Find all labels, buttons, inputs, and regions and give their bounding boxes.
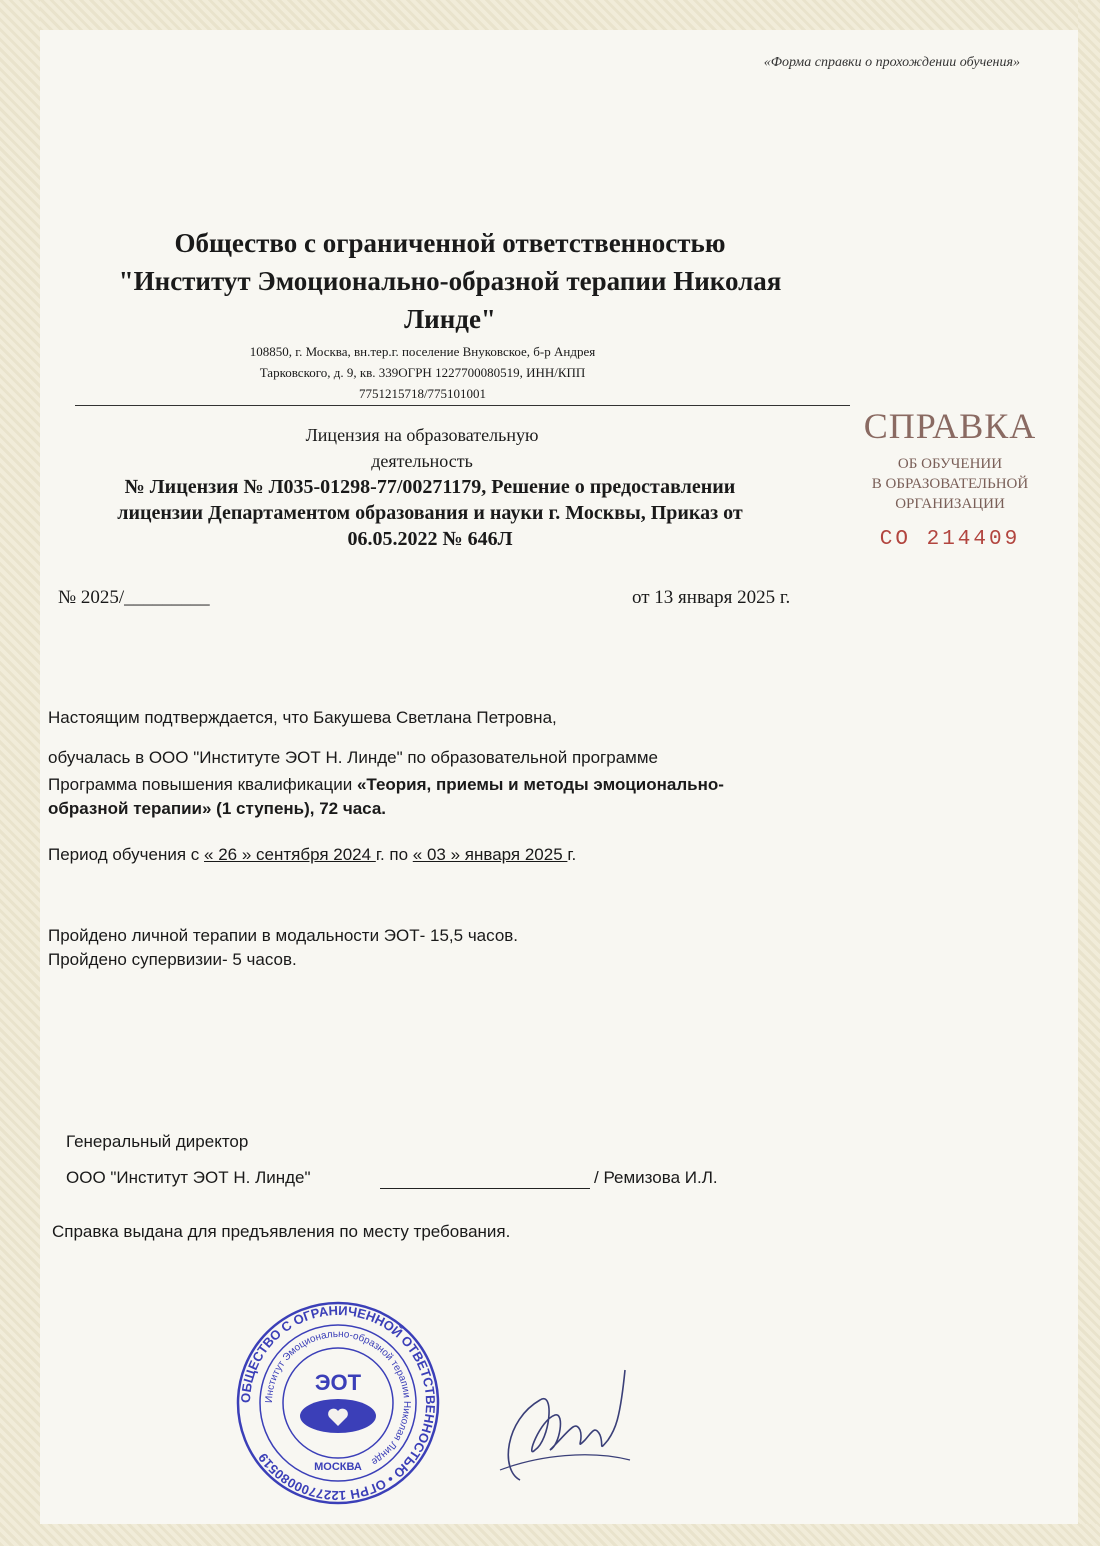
period-prefix: Период обучения с: [48, 845, 205, 864]
program-text: [48, 773, 808, 821]
stamp-inner-text: Институт Эмоционально-образной терапии Николая Линде: [263, 1328, 413, 1468]
blank-form-sub-line: ОБ ОБУЧЕНИИ: [897, 456, 1003, 472]
license-title-line: Лицензия на образовательную: [305, 425, 539, 445]
document-number: № 2025/_________: [58, 587, 210, 608]
therapy-hours: [48, 924, 518, 972]
period-mid: г. по: [375, 845, 413, 864]
blank-form-serial: СО 214409: [879, 528, 1021, 551]
blank-form-sub-line: В ОБРАЗОВАТЕЛЬНОЙ: [871, 476, 1029, 492]
license-line: № Лицензия № Л035-01298-77/00271179, Решение о предоставлении: [124, 476, 736, 498]
signature-line: [380, 1188, 590, 1189]
blank-form-sub-line: ОРГАНИЗАЦИИ: [895, 496, 1005, 512]
license-line: лицензии Департаментом образования и науки г. Москвы, Приказ от: [117, 502, 743, 524]
period-end: « 03 » января 2025: [412, 845, 568, 864]
address-line: Тарковского, д. 9, кв. 339ОГРН 1227700080519, ИНН/КПП: [259, 365, 586, 380]
blank-form-title: СПРАВКА: [863, 406, 1037, 446]
guilloche-border-bottom: [0, 1524, 1100, 1546]
study-period: [48, 845, 576, 865]
svg-text:Институт Эмоционально-образной: [264, 1329, 412, 1467]
director-title: Генеральный директор: [66, 1132, 249, 1151]
blank-form-subtitle: [850, 454, 1050, 514]
period-start: « 26 » сентября 2024: [204, 845, 376, 864]
organization-stamp: [233, 1298, 443, 1508]
program-prefix: Программа повышения квалификации: [48, 775, 357, 794]
document-date: от 13 января 2025 г.: [632, 587, 791, 608]
org-name-line: Общество с ограниченной ответственностью: [174, 228, 726, 258]
program-name: образной терапии» (1 ступень), 72 часа.: [48, 799, 387, 818]
license-details: [60, 474, 800, 552]
director-organization: ООО "Институт ЭОТ Н. Линде": [66, 1168, 311, 1187]
studied-text: обучалась в ООО "Институте ЭОТ Н. Линде" по образовательной программе: [48, 748, 658, 767]
guilloche-border-top: [0, 0, 1100, 30]
stamp-center-text: ЭОТ: [314, 1370, 362, 1395]
organization-name: [60, 224, 840, 338]
form-note: «Форма справки о прохождении обучения»: [763, 55, 1020, 70]
therapy-line: Пройдено личной терапии в модальности ЭОТ- 15,5 часов.: [48, 926, 519, 945]
license-title-line: деятельность: [371, 451, 473, 471]
stamp-outer-text: ОБЩЕСТВО С ОГРАНИЧЕННОЙ ОТВЕТСТВЕННОСТЬЮ • ОГРН 1227700080519: [237, 1302, 439, 1504]
handwritten-signature: [480, 1360, 640, 1500]
guilloche-border-right: [1078, 0, 1100, 1546]
issued-note: Справка выдана для предъявления по месту требования.: [52, 1222, 511, 1241]
guilloche-border-left: [0, 0, 40, 1546]
license-line: 06.05.2022 № 646Л: [347, 528, 513, 550]
address-line: 7751215718/775101001: [358, 386, 487, 401]
organization-address: [150, 341, 695, 404]
header-divider: [75, 405, 850, 406]
address-line: 108850, г. Москва, вн.тер.г. поселение Внуковское, б-р Андрея: [249, 344, 596, 359]
period-suffix: г.: [567, 845, 577, 864]
org-name-line: "Институт Эмоционально-образной терапии Николая: [118, 266, 782, 296]
stamp-city: МОСКВА: [314, 1461, 362, 1473]
program-name: «Теория, приемы и методы эмоционально-: [356, 775, 724, 794]
org-name-line: Линде": [404, 304, 496, 334]
confirmation-text: Настоящим подтверждается, что Бакушева Светлана Петровна,: [48, 708, 557, 727]
director-name: / Ремизова И.Л.: [594, 1168, 718, 1187]
license-title: [222, 422, 622, 474]
supervision-line: Пройдено супервизии- 5 часов.: [48, 950, 297, 969]
